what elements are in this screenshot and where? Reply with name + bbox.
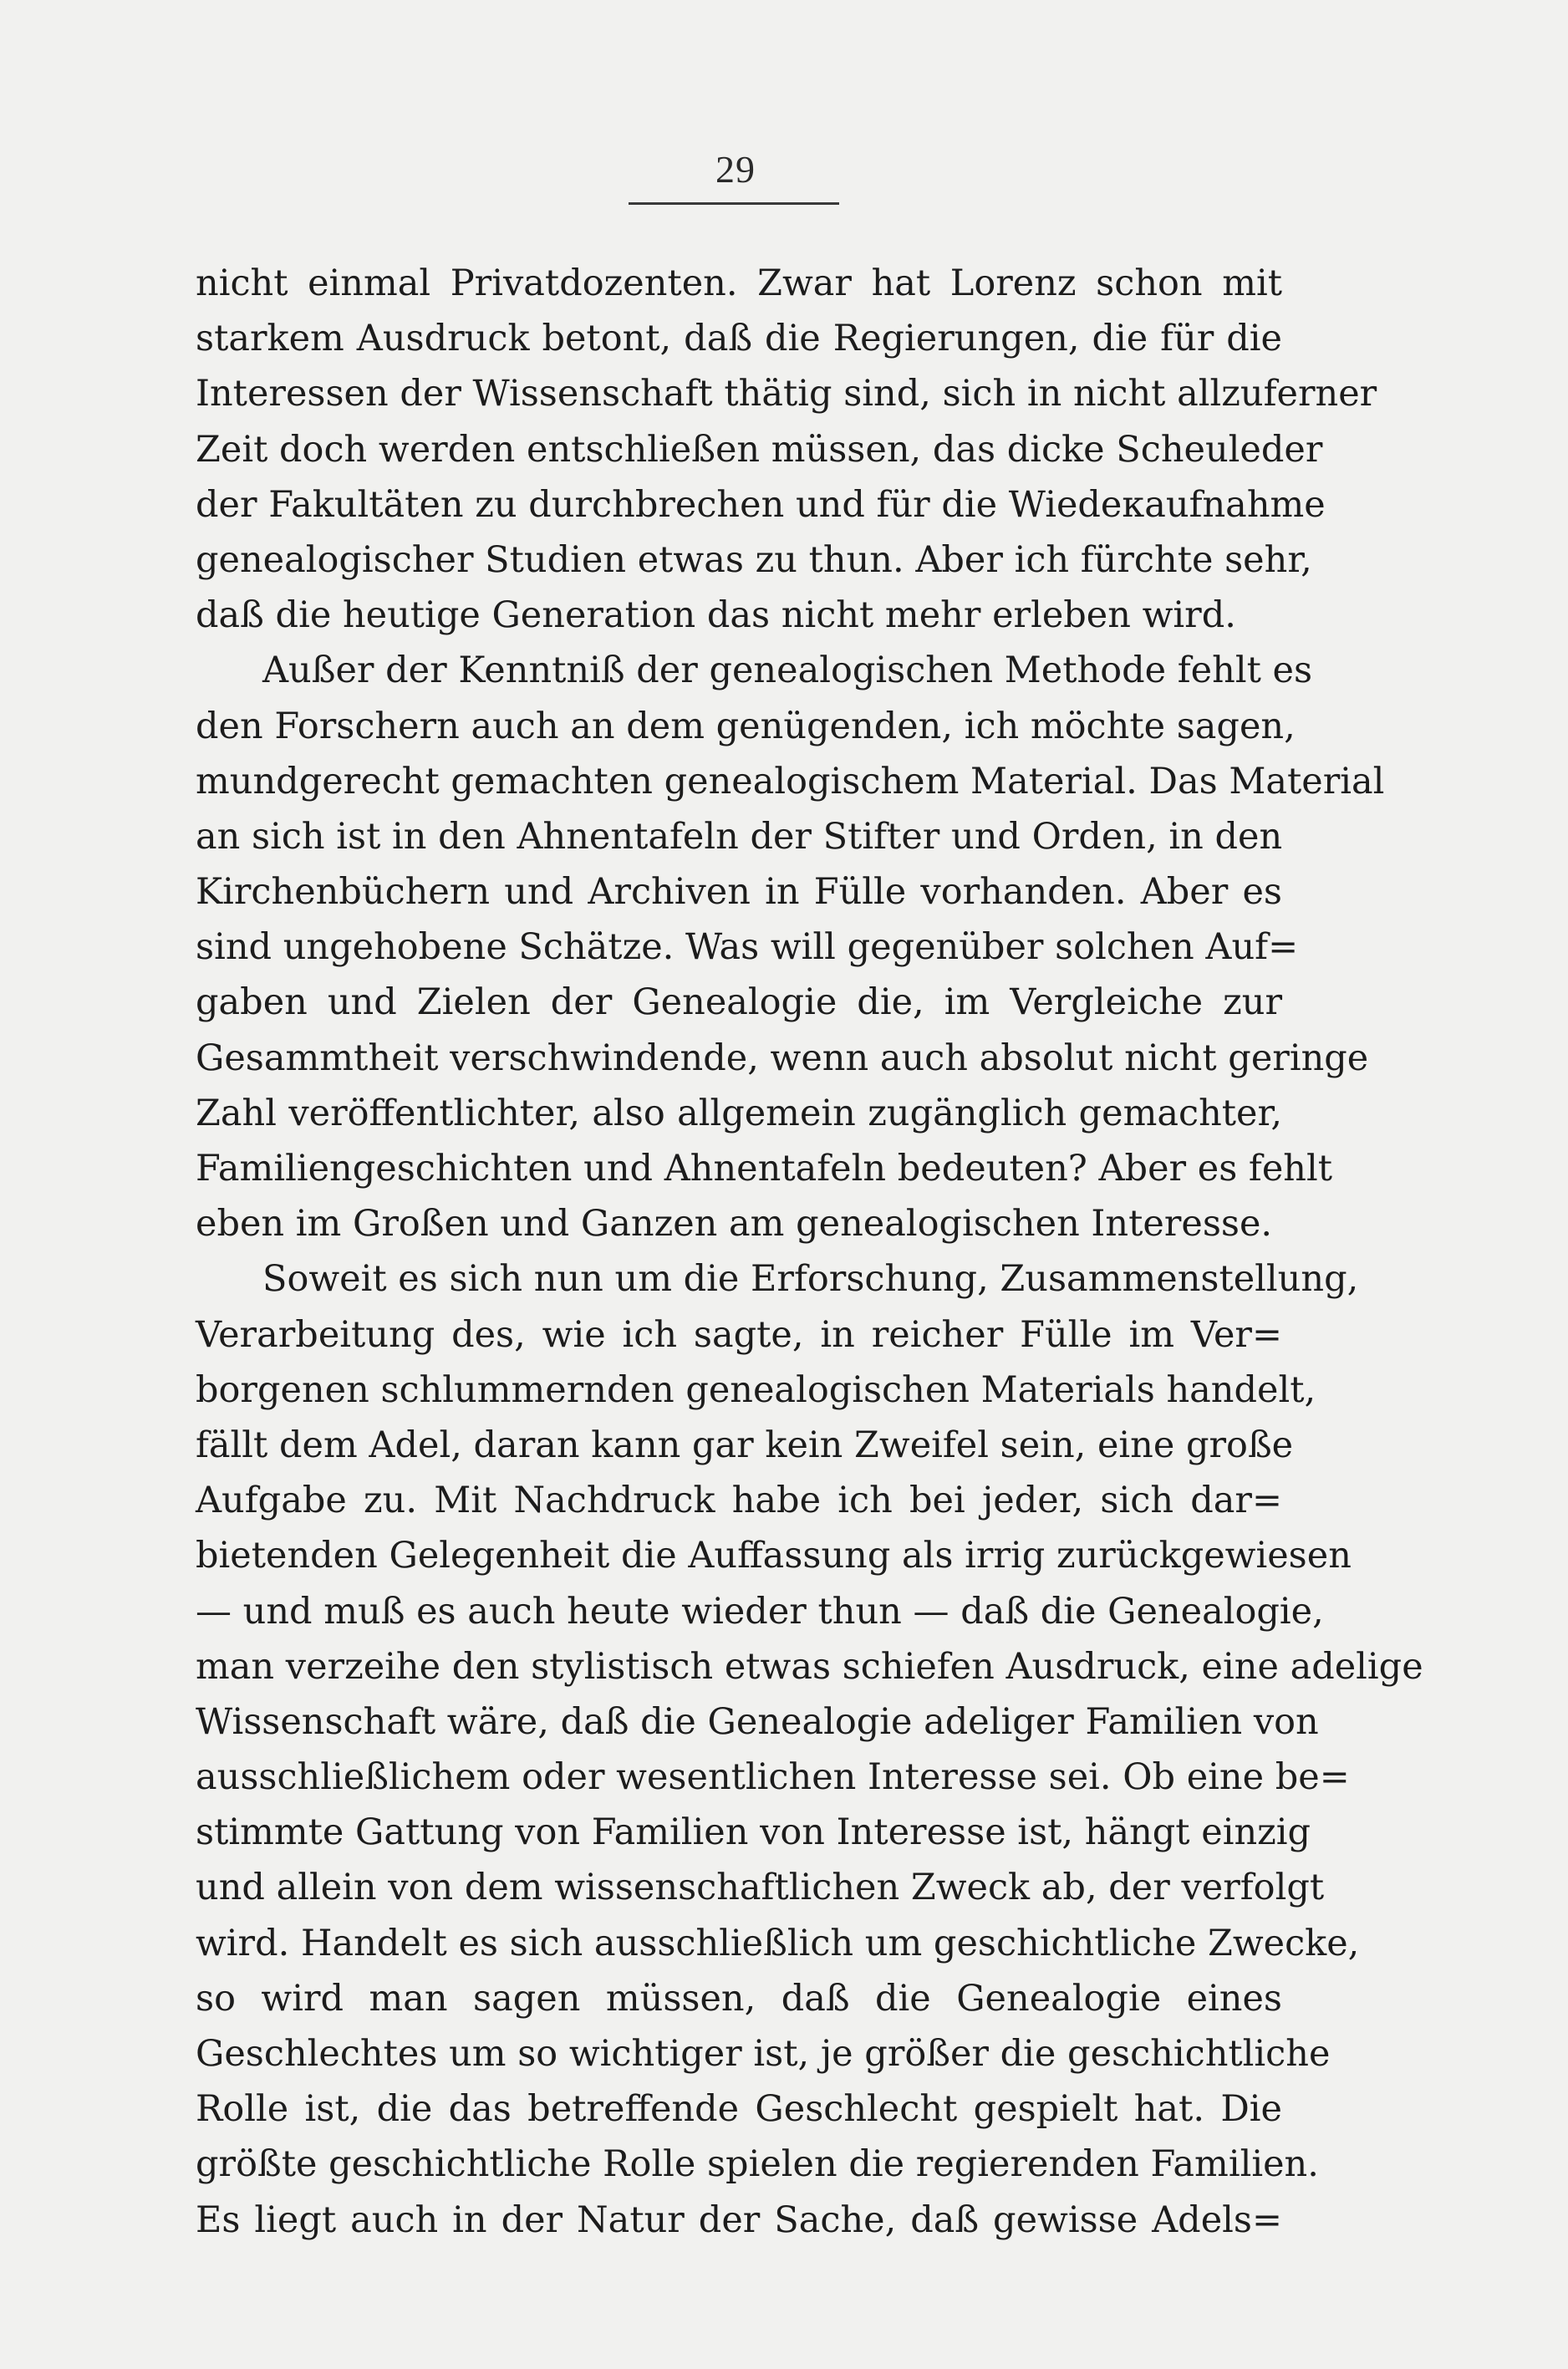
text-line: Soweit es sich nun um die Erforschung, Zusammenstellung,: [262, 1258, 1359, 1301]
text-line: man verzeihe den stylistisch etwas schiefen Ausdruck, eine adelige: [196, 1645, 1423, 1688]
text-line: an sich ist in den Ahnentafeln der Stifter und Orden, in den: [196, 815, 1283, 858]
text-line: wird. Handelt es sich ausschließlich um geschichtliche Zwecke,: [196, 1922, 1360, 1964]
text-line: Außer der Kenntniß der genealogischen Methode fehlt es: [262, 650, 1313, 692]
text-line: Aufgabe zu. Mit Nachdruck habe ich bei jeder, sich dar=: [196, 1480, 1282, 1522]
text-line: Wissenschaft wäre, daß die Genealogie adeliger Familien von: [196, 1700, 1319, 1743]
text-line: — und muß es auch heute wieder thun — daß die Genealogie,: [196, 1590, 1324, 1633]
text-line: Zahl veröffentlichter, also allgemein zugänglich gemachter,: [196, 1092, 1282, 1134]
text-line: ausschließlichem oder wesentlichen Interesse sei. Ob eine be=: [196, 1756, 1350, 1799]
text-line: eben im Großen und Ganzen am genealogischen Interesse.: [196, 1203, 1273, 1246]
body-text: [196, 256, 1423, 2248]
text-line: Gesammtheit verschwindende, wenn auch absolut nicht geringe: [196, 1037, 1369, 1079]
text-line: so wird man sagen müssen, daß die Genealogie eines: [196, 1977, 1282, 2020]
text-line: Kirchenbüchern und Archiven in Fülle vorhanden. Aber es: [196, 871, 1282, 914]
text-line: Zeit doch werden entschließen müssen, das dicke Scheuleder: [196, 428, 1323, 471]
text-line: stimmte Gattung von Familien von Interesse ist, hängt einzig: [196, 1811, 1311, 1854]
text-line: Familiengeschichten und Ahnentafeln bedeuten? Aber es fehlt: [196, 1148, 1333, 1190]
text-line: Interessen der Wissenschaft thätig sind, sich in nicht allzuferner: [196, 373, 1377, 415]
paragraph-3: [196, 1251, 1423, 2247]
text-line: den Forschern auch an dem genügenden, ich möchte sagen,: [196, 705, 1296, 747]
text-line: borgenen schlummernden genealogischen Materials handelt,: [196, 1368, 1316, 1411]
text-line: und allein von dem wissenschaftlichen Zweck ab, der verfolgt: [196, 1867, 1325, 1909]
text-line: bietenden Gelegenheit die Auffassung als irrig zurückgewiesen: [196, 1535, 1352, 1577]
text-line: nicht einmal Privatdozenten. Zwar hat Lorenz schon mit: [196, 262, 1282, 304]
text-line: sind ungehobene Schätze. Was will gegenüber solchen Auf=: [196, 926, 1299, 969]
text-line: gaben und Zielen der Genealogie die, im Vergleiche zur: [196, 981, 1282, 1024]
header-rule: [629, 202, 839, 205]
text-line: fällt dem Adel, daran kann gar kein Zweifel sein, eine große: [196, 1424, 1294, 1466]
paragraph-1: [196, 256, 1377, 643]
text-line: mundgerecht gemachten genealogischem Material. Das Material: [196, 760, 1385, 802]
text-line: daß die heutige Generation das nicht mehr erleben wird.: [196, 594, 1236, 637]
paragraph-2: [196, 643, 1385, 1251]
text-line: Es liegt auch in der Natur der Sache, daß gewisse Adels=: [196, 2198, 1282, 2241]
page-number: 29: [715, 148, 756, 191]
text-line: größte geschichtliche Rolle spielen die regierenden Familien.: [196, 2143, 1319, 2186]
text-line: der Fakultäten zu durchbrechen und für die Wiedeкaufnahme: [196, 483, 1326, 526]
text-line: starkem Ausdruck betont, daß die Regierungen, die für die: [196, 318, 1282, 360]
text-line: Geschlechtes um so wichtiger ist, je größer die geschichtliche: [196, 2033, 1331, 2075]
text-line: Rolle ist, die das betreffende Geschlecht gespielt hat. Die: [196, 2088, 1282, 2131]
text-line: genealogischer Studien etwas zu thun. Aber ich fürchte sehr,: [196, 538, 1312, 581]
text-line: Verarbeitung des, wie ich sagte, in reicher Fülle im Ver=: [196, 1313, 1282, 1356]
